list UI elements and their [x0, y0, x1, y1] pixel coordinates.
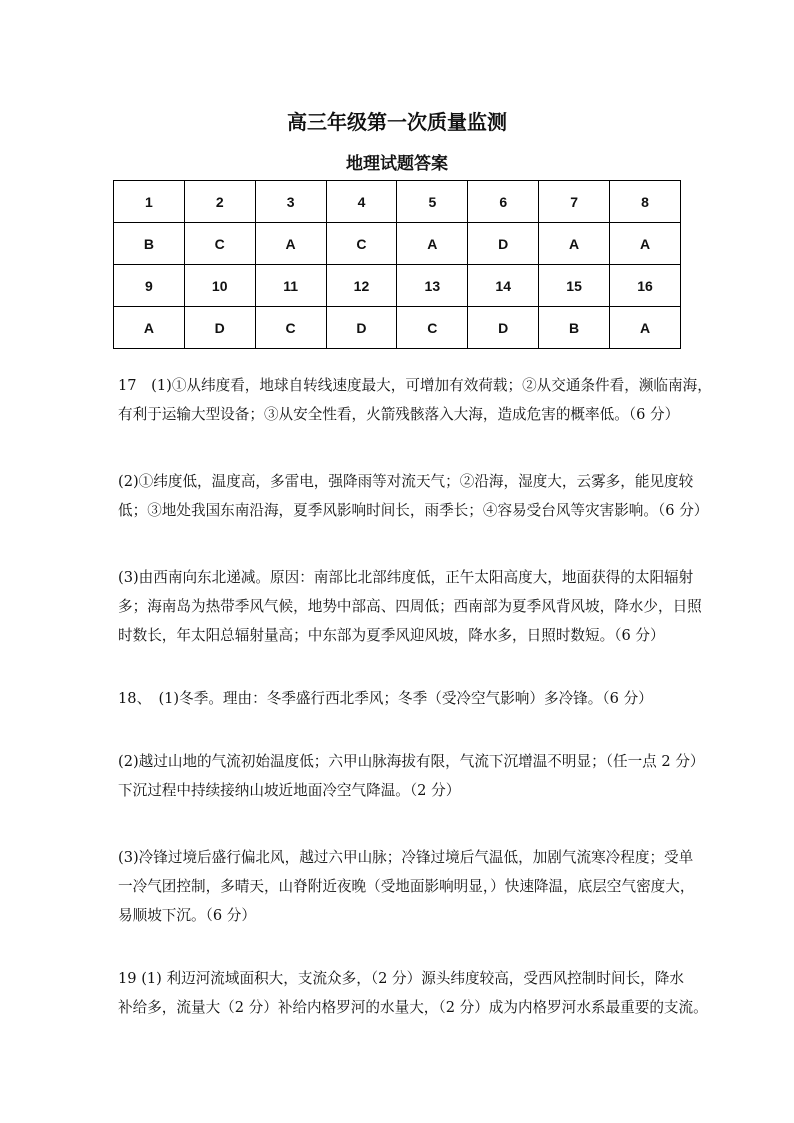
answer-line: 低；③地处我国东南沿海，夏季风影响时间长，雨季长；④容易受台风等灾害影响。（6 分）	[118, 502, 709, 519]
answer-paragraph	[118, 747, 705, 805]
answer-paragraph	[118, 843, 695, 930]
answer-cell: C	[326, 223, 397, 265]
answer-cell: C	[255, 307, 326, 349]
question-number-cell: 9	[114, 265, 185, 307]
answer-line: (2)越过山地的气流初始温度低；六甲山脉海拔有限，气流下沉增温不明显；（任一点 2 分）	[118, 753, 705, 770]
answer-cell: D	[184, 307, 255, 349]
answer-paragraph	[118, 371, 712, 429]
document-subtitle: 地理试题答案	[346, 154, 448, 174]
question-number-cell: 11	[255, 265, 326, 307]
answer-cell: C	[397, 307, 468, 349]
answer-line: 时数长，年太阳总辐射量高；中东部为夏季风迎风坡，降水多，日照时数短。（6 分）	[118, 627, 665, 644]
question-number-row	[114, 181, 681, 223]
answer-line: 补给多，流量大（2 分）补给内格罗河的水量大，（2 分）成为内格罗河水系最重要的支流。	[118, 999, 708, 1016]
question-number-cell: 4	[326, 181, 397, 223]
answer-cell: D	[468, 223, 539, 265]
question-number-cell: 15	[539, 265, 610, 307]
question-number-cell: 14	[468, 265, 539, 307]
answer-table	[113, 180, 681, 349]
answer-cell: A	[610, 223, 681, 265]
question-number-cell: 3	[255, 181, 326, 223]
answer-line: 17 (1)①从纬度看，地球自转线速度最大，可增加有效荷载；②从交通条件看，濒临南海，	[118, 377, 712, 394]
answer-row	[114, 307, 681, 349]
question-number-cell: 5	[397, 181, 468, 223]
answer-paragraph	[118, 563, 702, 650]
question-number-cell: 6	[468, 181, 539, 223]
answer-line: (3)由西南向东北递减。原因：南部比北部纬度低，正午太阳高度大，地面获得的太阳辐射	[118, 569, 694, 586]
answer-line: 一冷气团控制，多晴天，山脊附近夜晚（受地面影响明显，）快速降温，底层空气密度大，	[118, 878, 695, 895]
answer-paragraph	[118, 467, 709, 525]
question-number-cell: 16	[610, 265, 681, 307]
answer-cell: A	[610, 307, 681, 349]
answer-cell: D	[326, 307, 397, 349]
question-number-cell: 8	[610, 181, 681, 223]
answer-line: 下沉过程中持续接纳山坡近地面冷空气降温。（2 分）	[118, 782, 461, 799]
answer-line: 有利于运输大型设备；③从安全性看，火箭残骸落入大海，造成危害的概率低。（6 分）	[118, 406, 680, 423]
answer-row	[114, 223, 681, 265]
answer-line: 19 (1) 利迈河流域面积大，支流众多，（2 分）源头纬度较高，受西风控制时间长，降水	[118, 970, 684, 987]
question-number-cell: 12	[326, 265, 397, 307]
answer-paragraph	[118, 964, 708, 1022]
answer-cell: B	[539, 307, 610, 349]
answer-line: 多；海南岛为热带季风气候，地势中部高、四周低；西南部为夏季风背风坡，降水少，日照	[118, 598, 702, 615]
answer-cell: D	[468, 307, 539, 349]
document-title: 高三年级第一次质量监测	[287, 110, 507, 134]
answer-cell: A	[539, 223, 610, 265]
question-number-cell: 1	[114, 181, 185, 223]
question-number-cell: 13	[397, 265, 468, 307]
question-number-cell: 2	[184, 181, 255, 223]
answer-cell: A	[397, 223, 468, 265]
question-number-row	[114, 265, 681, 307]
question-number-cell: 7	[539, 181, 610, 223]
answer-cell: C	[184, 223, 255, 265]
answer-line: (3)冷锋过境后盛行偏北风，越过六甲山脉；冷锋过境后气温低，加剧气流寒冷程度；受单	[118, 849, 694, 866]
answer-line: 易顺坡下沉。（6 分）	[118, 907, 256, 924]
answer-paragraph	[118, 684, 680, 713]
answer-cell: A	[114, 307, 185, 349]
answer-line: (2)①纬度低，温度高，多雷电，强降雨等对流天气；②沿海，湿度大，云雾多，能见度较	[118, 473, 694, 490]
answer-line: 18、 (1)冬季。理由：冬季盛行西北季风；冬季（受冷空气影响）多冷锋。（6 分）	[118, 690, 653, 707]
answer-cell: A	[255, 223, 326, 265]
question-number-cell: 10	[184, 265, 255, 307]
answer-cell: B	[114, 223, 185, 265]
